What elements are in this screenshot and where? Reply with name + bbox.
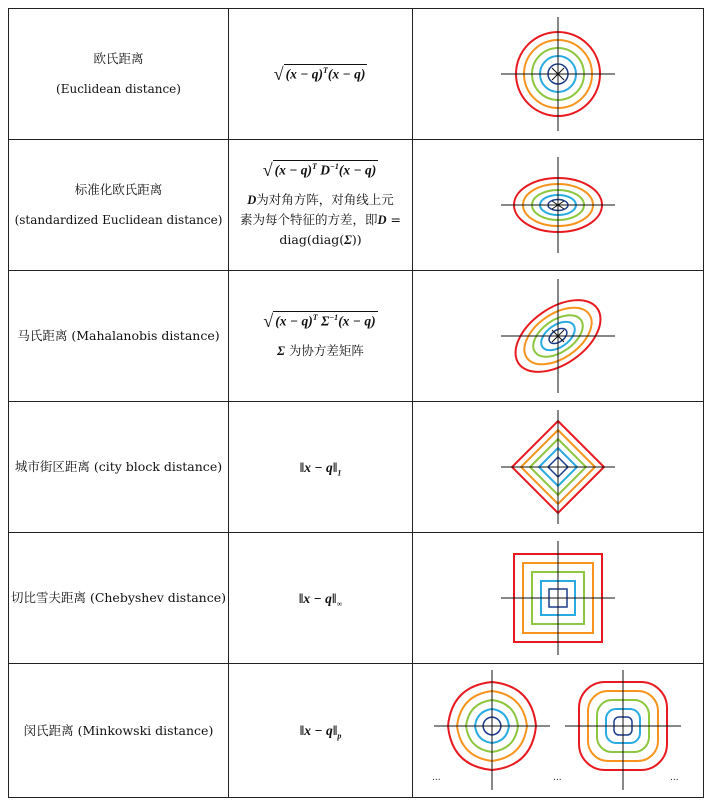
formula-sup: −1 xyxy=(329,313,339,323)
euclidean-contour-figure xyxy=(498,14,618,134)
formula-cell xyxy=(229,140,413,271)
formula-sup: T xyxy=(312,162,317,172)
ellipsis-mark: ... xyxy=(432,772,441,783)
table-row xyxy=(9,271,704,402)
note-text: 素为每个特征的方差，即 xyxy=(240,211,378,227)
std-euclidean-formula: √ $(x - q)^T$ $D^{-1}(x - q)$ xyxy=(262,159,377,180)
formula-part: (x − q) xyxy=(338,162,377,178)
formula-note xyxy=(229,341,412,361)
formula-sub: p xyxy=(337,731,342,741)
note-text: 为对角方阵，对角线上元 xyxy=(256,191,394,207)
formula-sup: T xyxy=(312,313,318,323)
note-text: )) xyxy=(351,231,362,247)
formula-matrix: Σ xyxy=(320,313,330,329)
chebyshev-contour-figure xyxy=(498,538,618,658)
formula-matrix: D xyxy=(320,162,331,178)
formula-cell xyxy=(229,271,413,402)
formula-part: x − q xyxy=(304,459,333,475)
euclidean-formula: √ $(x - q)^T(x - q)$ xyxy=(273,63,366,84)
note-text: diag(diag( xyxy=(279,231,345,247)
note-text: 为协方差矩阵 xyxy=(288,342,364,358)
formula-cell xyxy=(229,9,413,140)
cityblock-formula: ‖x − $q‖_1$ xyxy=(299,459,342,478)
formula-part: (x − q) xyxy=(274,162,312,178)
formula-sub: ∞ xyxy=(336,599,343,609)
mahalanobis-contour-figure xyxy=(498,276,618,396)
formula-cell xyxy=(229,533,413,664)
name-cell xyxy=(9,664,229,798)
figure-cell xyxy=(413,9,704,140)
chebyshev-formula: ‖x − $q‖_\infty$ xyxy=(298,590,343,609)
name-zh: 欧氏距离 xyxy=(93,51,144,66)
cityblock-contour-figure xyxy=(498,407,618,527)
note-text: = xyxy=(386,211,401,227)
ellipsis-mark: ... xyxy=(670,772,679,783)
name-zh: 标准化欧氏距离 xyxy=(74,182,163,197)
formula-note xyxy=(229,190,412,250)
note-symbol: Σ xyxy=(344,232,352,247)
note-symbol: D xyxy=(247,192,257,207)
formula-part: (x − q) xyxy=(338,313,376,329)
name-zh: 闵氏距离 (Minkowski distance) xyxy=(23,722,214,738)
ellipsis-mark: ... xyxy=(553,772,562,783)
figure-cell xyxy=(413,664,704,798)
table-row xyxy=(9,9,704,140)
distance-table xyxy=(8,8,704,798)
name-en: (standardized Euclidean distance) xyxy=(14,213,223,227)
name-cell xyxy=(9,402,229,533)
formula-part: x − q xyxy=(303,590,332,606)
table-row xyxy=(9,140,704,271)
formula-part: (x − q) xyxy=(327,66,366,82)
name-zh: 城市街区距离 (city block distance) xyxy=(14,459,223,474)
note-symbol: D xyxy=(377,212,387,227)
std-euclidean-contour-figure xyxy=(498,155,618,255)
name-cell xyxy=(9,271,229,402)
minkowski-formula: ‖x − $q‖_p$ xyxy=(299,723,342,741)
formula-sub: 1 xyxy=(337,468,342,478)
table-row xyxy=(9,533,704,664)
figure-cell xyxy=(413,533,704,664)
name-cell xyxy=(9,533,229,664)
name-cell xyxy=(9,140,229,271)
name-cell xyxy=(9,9,229,140)
formula-sup: T xyxy=(323,66,328,76)
table-row xyxy=(9,664,704,798)
formula-part: (x − q) xyxy=(285,66,323,82)
formula-part: (x − q) xyxy=(275,313,313,329)
figure-cell xyxy=(413,271,704,402)
formula-sup: −1 xyxy=(330,162,339,172)
formula-cell xyxy=(229,402,413,533)
minkowski-contour-figure xyxy=(418,668,698,794)
table-row xyxy=(9,402,704,533)
formula-cell xyxy=(229,664,413,798)
name-zh: 切比雪夫距离 (Chebyshev distance) xyxy=(10,590,227,605)
formula-part: x − q xyxy=(304,723,333,739)
figure-cell xyxy=(413,140,704,271)
mahalanobis-formula: √ $(x - q)^T$ $\Sigma^{-1}(x - q)$ xyxy=(263,310,376,331)
figure-cell xyxy=(413,402,704,533)
name-zh: 马氏距离 (Mahalanobis distance) xyxy=(17,328,220,343)
name-en: (Euclidean distance) xyxy=(56,82,181,96)
note-symbol: Σ xyxy=(277,343,285,358)
